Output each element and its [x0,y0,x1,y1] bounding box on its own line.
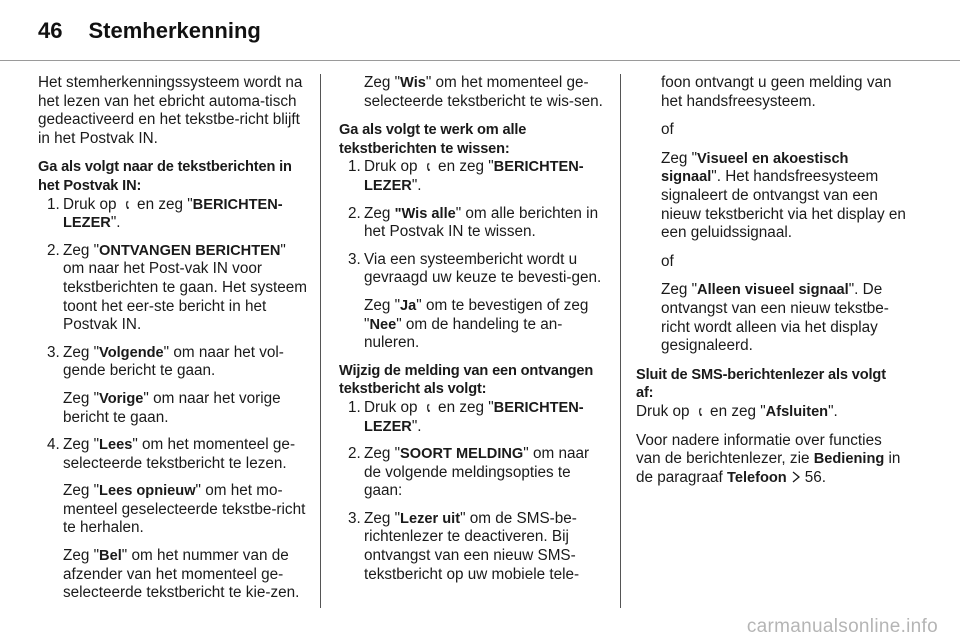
column-divider [320,74,321,608]
close-instruction: Druk op 📞︎ en zeg "Afsluiten". [636,402,838,420]
phone-icon: 📞︎ [124,196,130,212]
list-item: 3. Zeg "Volgende" om naar het vol-gende bericht te gaan. Zeg "Vorige" om naar het vorige bericht te gaan. [38,344,310,427]
page-number: 46 [38,18,63,43]
list-item: 4. Zeg "Lees" om het momenteel ge-selecteerde tekstbericht te lezen. Zeg "Lees opnieuw" om het mo-menteel geselecteerde tekstbe-richt te herhalen. Zeg "Bel" om het nummer van de afzender van het momenteel ge-selecteerde tekstbericht te kie-zen. [38,436,310,603]
list-item: 2. Zeg "SOORT MELDING" om naar de volgende meldingsopties te gaan: [348,445,590,500]
continued-step: Zeg "Wis" om het momenteel ge-selecteerde tekstbericht te wis-sen. [364,74,603,110]
page-title: Stemherkenning [88,18,261,43]
section-heading: Ga als volgt te werk om alle tekstberichten te wissen: [339,122,527,157]
steps-list [339,158,609,352]
option-text: Zeg "Alleen visueel signaal". De ontvangst van een nieuw tekstbe-richt wordt alleen via het display gesignaleerd. [661,281,889,355]
list-item: 1. Druk op 📞︎ en zeg "BERICHTEN-LEZER". [348,158,584,194]
section-heading: Sluit de SMS-berichtenlezer als volgt af: [636,366,886,402]
column-1 [38,74,310,612]
page-reference-arrow-icon [790,471,802,483]
option-separator: of [661,121,674,139]
header-divider [0,60,960,61]
steps-list [38,196,310,603]
list-item: 1. Druk op 📞︎ en zeg "BERICHTEN-LEZER". [47,195,283,232]
phone-icon: 📞︎ [697,403,703,419]
reference-paragraph: Voor nadere informatie over functies van de berichtenlezer, zie Bediening in de paragraaf Telefoon 56. [636,431,901,486]
step-note: Zeg "Bel" om het nummer van de afzender van het momenteel ge-selecteerde tekstbericht te kie-zen. [63,547,300,602]
list-item: 1. Druk op 📞︎ en zeg "BERICHTEN-LEZER". [348,398,584,435]
page-header [38,18,261,48]
column-divider [620,74,621,608]
steps-list [339,399,609,584]
option-separator: of [661,252,674,270]
phone-icon: 📞︎ [425,159,431,175]
list-item: 2. Zeg "ONTVANGEN BERICHTEN" om naar het Post-vak IN voor tekstberichten te gaan. Het systeem toont het eer-ste bericht in het Postvak IN. [47,241,308,334]
phone-icon: 📞︎ [425,399,431,415]
section-heading: Wijzig de melding van een ontvangen tekstbericht als volgt: [339,362,594,398]
step-note: Zeg "Vorige" om naar het vorige bericht te gaan. [63,389,281,426]
column-3 [636,74,906,497]
intro-paragraph: Het stemherkenningssysteem wordt na het lezen van het ebricht automa-tisch gedeactiveerd en het tekstbe-richt blijft in het Postvak IN. [38,74,303,147]
page-reference-link[interactable]: 56. [804,468,826,486]
list-item: 3. Zeg "Lezer uit" om de SMS-be-richtenlezer te deactiveren. Bij ontvangst van een nieuw SMS-tekstbericht op uw mobiele tele- [348,509,580,583]
step-note: Zeg "Ja" om te bevestigen of zeg "Nee" om de handeling te an-nuleren. [364,296,589,352]
step-note: Zeg "Lees opnieuw" om het mo-menteel geselecteerde tekstbe-richt te herhalen. [63,482,306,537]
section-heading: Ga als volgt naar de tekstberichten in het Postvak IN: [38,159,292,194]
list-item: 2. Zeg "Wis alle" om alle berichten in het Postvak IN te wissen. [348,204,599,241]
option-text: Zeg "Visueel en akoestisch signaal". Het handsfreesysteem signaleert de ontvangst van een nieuw tekstbericht via het display en een geluidssignaal. [661,149,906,242]
continued-step: foon ontvangt u geen melding van het handsfreesysteem. [661,74,892,110]
column-2 [339,74,609,593]
watermark: carmanualsonline.info [746,616,938,637]
list-item: 3. Via een systeembericht wordt u gevraagd uw keuze te bevesti-gen. Zeg "Ja" om te bevestigen of zeg "Nee" om de handeling te an-nuleren. [339,251,609,353]
